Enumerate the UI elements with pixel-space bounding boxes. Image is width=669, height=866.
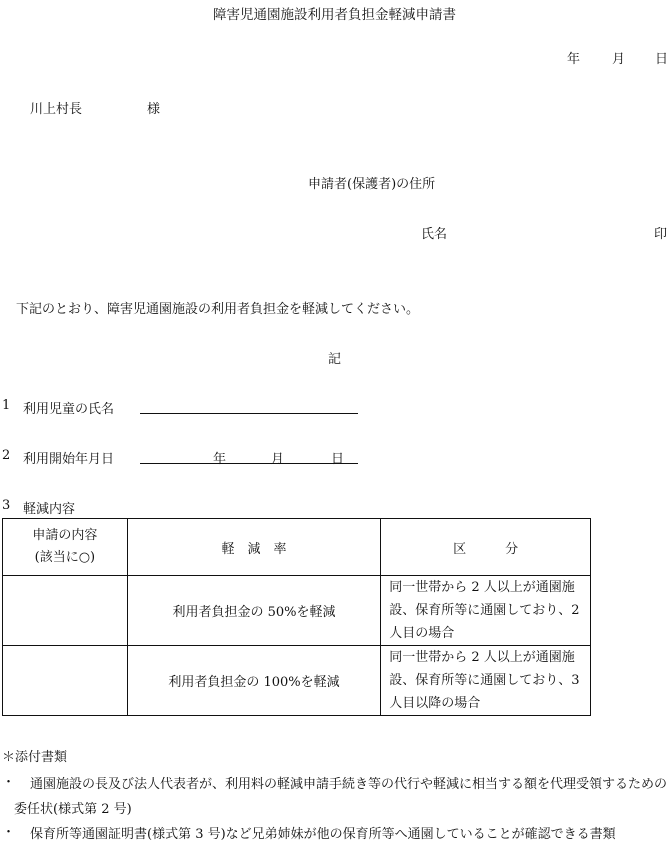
addressee-name: 川上村長	[30, 102, 83, 117]
table-row	[3, 576, 591, 646]
attachments-heading: ＊添付書類	[2, 750, 68, 765]
header-category: 区 分	[381, 519, 591, 576]
row2-rate: 利用者負担金の 100%を軽減	[127, 646, 380, 716]
item1-label: 利用児童の氏名	[23, 402, 115, 417]
table-header-row	[3, 519, 591, 576]
header-reduction-rate: 軽 減 率	[127, 519, 380, 576]
attachment1-bullet: ・	[2, 775, 16, 790]
applicant-address-label: 申請者(保護者)の住所	[308, 177, 436, 192]
child-name-field	[140, 398, 358, 414]
reduction-table	[2, 518, 591, 716]
header-application-content	[3, 519, 128, 576]
date-month-label: 月	[612, 52, 626, 67]
row1-check-cell[interactable]	[3, 576, 128, 646]
header-col1-line1: 申請の内容	[32, 528, 98, 543]
row1-category: 同一世帯から 2 人以上が通園施設、保育所等に通園しており、2 人目の場合	[381, 576, 591, 646]
attachment1-text: 通園施設の長及び法人代表者が、利用料の軽減申請手続き等の代行や軽減に相当する額を代理受領するための委任状(様式第 2 号)	[14, 777, 668, 817]
item2-number: 2	[2, 448, 11, 463]
row2-category: 同一世帯から 2 人以上が通園施設、保育所等に通園しており、3 人目以降の場合	[381, 646, 591, 716]
seal-mark: 印	[654, 227, 668, 242]
item2-label: 利用開始年月日	[23, 452, 115, 467]
header-col1-line2: (該当に○)	[34, 550, 96, 565]
row1-rate: 利用者負担金の 50%を軽減	[127, 576, 380, 646]
date-year-label: 年	[567, 52, 581, 67]
start-date-day: 日	[331, 452, 345, 467]
start-date-month: 月	[271, 452, 285, 467]
start-date-field	[140, 448, 358, 464]
item3-label: 軽減内容	[23, 502, 76, 517]
document-title: 障害児通園施設利用者負担金軽減申請書	[213, 7, 456, 23]
request-text: 下記のとおり、障害児通園施設の利用者負担金を軽減してください。	[16, 302, 420, 317]
attachment2-bullet: ・	[2, 825, 16, 840]
attachment2-text: 保育所等通園証明書(様式第 3 号)など兄弟姉妹が他の保育所等へ通園していることが確認できる書類	[30, 827, 616, 842]
start-date-year: 年	[213, 452, 227, 467]
addressee-honorific: 様	[147, 102, 161, 117]
date-day-label: 日	[655, 52, 669, 67]
table-row	[3, 646, 591, 716]
row2-check-cell[interactable]	[3, 646, 128, 716]
applicant-name-label: 氏名	[421, 227, 448, 242]
ki-label: 記	[328, 352, 342, 367]
item1-number: 1	[2, 398, 11, 413]
item3-number: 3	[2, 498, 11, 513]
